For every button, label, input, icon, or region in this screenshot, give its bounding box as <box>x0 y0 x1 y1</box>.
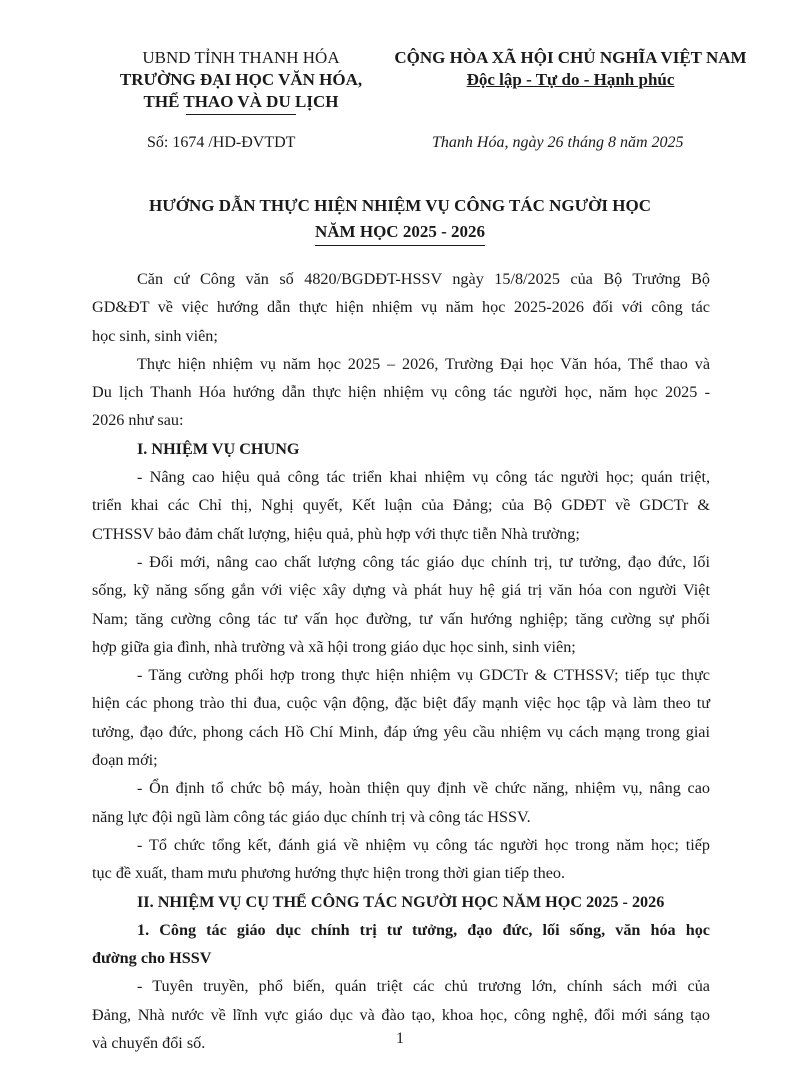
issuer-name-line1: TRƯỜNG ĐẠI HỌC VĂN HÓA, <box>119 70 363 89</box>
text-line: sống, kỹ năng sống gắn với việc xây dựng và phát huy hệ giá trị văn hóa con người Việt <box>92 581 710 600</box>
text-line: Nam; tăng cường công tác tư vấn học đường, tư vấn hướng nghiệp; tăng cường sự phối <box>92 609 710 628</box>
document-date: Thanh Hóa, ngày 26 tháng 8 năm 2025 <box>432 134 684 151</box>
paragraph-basis <box>92 265 710 293</box>
task-item-cont <box>92 718 710 746</box>
text-line: Đảng, Nhà nước về lĩnh vực giáo dục và đào tạo, khoa học, công nghệ, đổi mới sáng tạo <box>92 1005 710 1024</box>
task-item <box>92 972 710 1000</box>
text-line: - Ổn định tổ chức bộ máy, hoàn thiện quy định về chức năng, nhiệm vụ, nâng cao <box>137 779 710 798</box>
text-line: năng lực đội ngũ làm công tác giáo dục chính trị và công tác HSSV. <box>92 807 531 826</box>
title-underline <box>315 245 485 246</box>
task-item <box>92 774 710 802</box>
text-line: 1. Công tác giáo dục chính trị tư tưởng, đạo đức, lối sống, văn hóa học <box>137 920 710 939</box>
title-line1: HƯỚNG DẪN THỰC HIỆN NHIỆM VỤ CÔNG TÁC NGƯỜI HỌC <box>149 196 651 215</box>
text-line: - Tuyên truyền, phổ biến, quán triệt các chủ trương lớn, chính sách mới của <box>137 977 710 996</box>
subsection-heading <box>92 916 710 944</box>
task-item-cont <box>92 576 710 604</box>
issuer-authority: UBND TỈNH THANH HÓA <box>142 48 340 67</box>
document-title <box>100 193 700 246</box>
task-item-cont <box>92 689 710 717</box>
text-line: đường cho HSSV <box>92 949 212 968</box>
task-item-end <box>92 746 710 774</box>
document-body <box>92 265 710 1057</box>
task-item-cont <box>92 1001 710 1029</box>
task-item <box>92 463 710 491</box>
task-item-cont <box>92 605 710 633</box>
title-line2: NĂM HỌC 2025 - 2026 <box>315 222 485 241</box>
task-item-end <box>92 859 710 887</box>
issuer-header <box>96 47 386 115</box>
text-line: tục đề xuất, tham mưu phương hướng thực hiện trong thời gian tiếp theo. <box>92 864 566 883</box>
text-line: - Tổ chức tổng kết, đánh giá về nhiệm vụ công tác người học trong năm học; tiếp <box>137 835 710 854</box>
text-line: hợp giữa gia đình, nhà trường và xã hội trong giáo dục học sinh, sinh viên; <box>92 637 576 656</box>
paragraph-implementation-cont <box>92 378 710 406</box>
task-item <box>92 548 710 576</box>
section-heading-general: I. NHIỆM VỤ CHUNG <box>137 439 300 458</box>
text-line: hiện các phong trào thi đua, cuộc vận động, đặc biệt đẩy mạnh việc học tập và làm theo tư <box>92 694 710 713</box>
national-header <box>383 47 758 91</box>
text-line: - Đổi mới, nâng cao chất lượng công tác giáo dục chính trị, tư tưởng, đạo đức, lối <box>137 552 710 571</box>
text-line: triển khai các Chỉ thị, Nghị quyết, Kết luận của Đảng; của Bộ GDĐT về GDCTr & <box>92 496 710 515</box>
text-line: - Nâng cao hiệu quả công tác triển khai nhiệm vụ công tác người học; quán triệt, <box>137 468 710 487</box>
national-motto: Độc lập - Tự do - Hạnh phúc <box>466 70 675 89</box>
section-heading-specific: II. NHIỆM VỤ CỤ THỂ CÔNG TÁC NGƯỜI HỌC NĂM HỌC 2025 - 2026 <box>137 892 665 911</box>
text-line: Du lịch Thanh Hóa hướng dẫn thực hiện nhiệm vụ công tác người học, năm học 2025 - <box>92 383 710 402</box>
text-line: học sinh, sinh viên; <box>92 326 218 345</box>
text-line: tưởng, đạo đức, phong cách Hồ Chí Minh, đáp ứng yêu cầu nhiệm vụ cách mạng trong giai <box>92 722 710 741</box>
text-line: đoạn mới; <box>92 751 158 770</box>
text-line: Căn cứ Công văn số 4820/BGDĐT-HSSV ngày 15/8/2025 của Bộ Trưởng Bộ <box>137 270 710 288</box>
paragraph-implementation-end <box>92 406 710 434</box>
paragraph-implementation <box>92 350 710 378</box>
issuer-underline <box>186 114 296 115</box>
text-line: 2026 như sau: <box>92 411 184 430</box>
text-line: - Tăng cường phối hợp trong thực hiện nhiệm vụ GDCTr & CTHSSV; tiếp tục thực <box>137 666 710 685</box>
paragraph-basis-cont <box>92 293 710 321</box>
task-item <box>92 831 710 859</box>
task-item <box>92 661 710 689</box>
text-line: Thực hiện nhiệm vụ năm học 2025 – 2026, Trường Đại học Văn hóa, Thể thao và <box>137 354 710 373</box>
task-item-cont <box>92 491 710 519</box>
paragraph-basis-end <box>92 322 710 350</box>
document-number: Số: 1674 /HD-ĐVTDT <box>147 134 296 151</box>
text-line: CTHSSV bảo đảm chất lượng, hiệu quả, phù hợp với thực tiễn Nhà trường; <box>92 524 580 543</box>
task-item-end <box>92 803 710 831</box>
issuer-name-line2: THỂ THAO VÀ DU LỊCH <box>143 92 339 111</box>
page-number: 1 <box>396 1030 404 1047</box>
subsection-heading-end <box>92 944 710 972</box>
task-item-end <box>92 520 710 548</box>
text-line: GD&ĐT về việc hướng dẫn thực hiện nhiệm vụ năm học 2025-2026 đối với công tác <box>92 298 710 317</box>
task-item-end <box>92 633 710 661</box>
text-line: và chuyển đổi số. <box>92 1034 206 1053</box>
national-title: CỘNG HÒA XÃ HỘI CHỦ NGHĨA VIỆT NAM <box>394 48 747 67</box>
